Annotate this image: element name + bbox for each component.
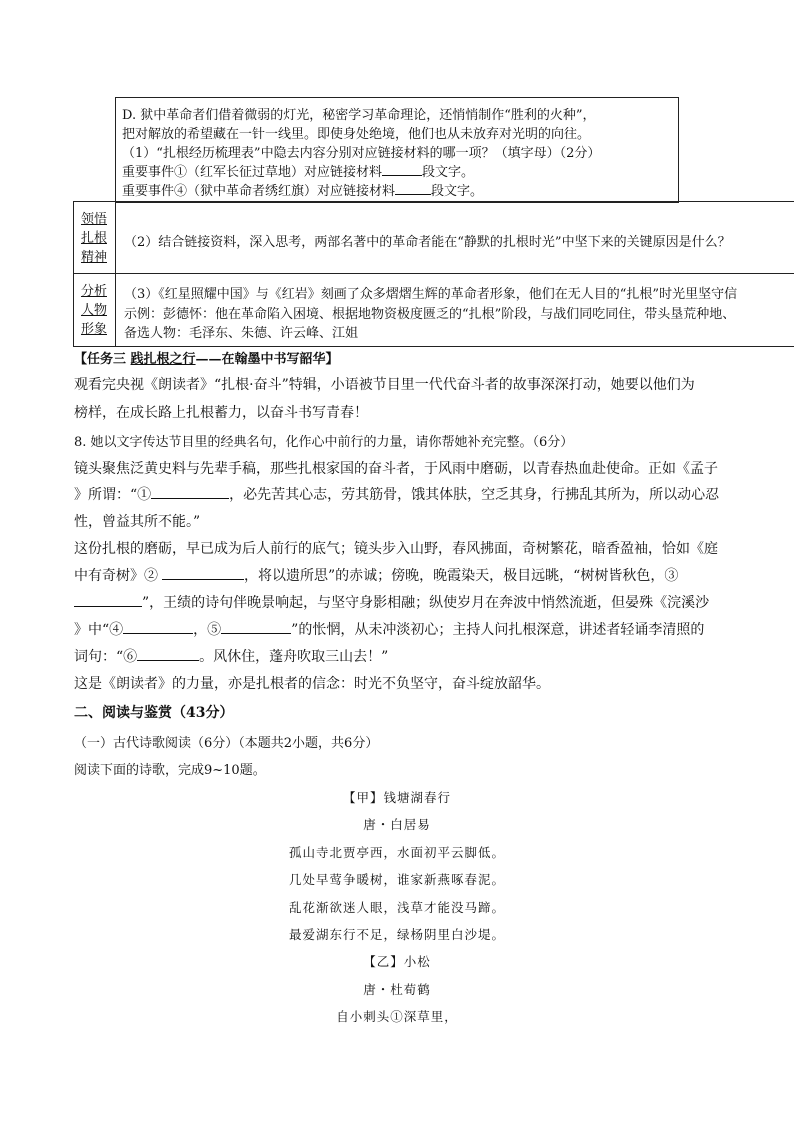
task3-intro-1: 观看完央视《朗读者》“扎根·奋斗”特辑，小语被节目里一代代奋斗者的故事深深打动，她要以他们为: [74, 377, 695, 393]
event1-suffix: 段文字。: [422, 165, 475, 180]
table-row1-line2: 把对解放的希望藏在一针一线里。即使身处绝境，他们也从未放弃对光明的向往。: [122, 127, 591, 142]
poem-a-line-4: 最爱湖东行不足，绿杨阴里白沙堤。: [288, 927, 505, 942]
poem-b-title: 【乙】小松: [363, 954, 431, 969]
passage-line-8: 词句：“⑥ 。风休住，蓬舟吹取三山去！”: [74, 649, 389, 665]
table-row1-line1: D. 狱中革命者们借着微弱的灯光，秘密学习革命理论，还悄悄制作“胜利的火种”，: [122, 108, 596, 123]
row3-label: 分析 人物 形象: [80, 284, 107, 337]
event1-answer-blank[interactable]: [382, 163, 422, 176]
task3-intro-2: 榜样，在成长路上扎根蓄力，以奋斗书写青春！: [74, 405, 368, 421]
passage-line-1: 镜头聚焦泛黄史料与先辈手稿，那些扎根家国的奋斗者，于风雨中磨砺，以青春热血赴使命。正如《孟子: [74, 461, 718, 477]
table-row1-question: （1）“扎根经历梳理表”中隐去内容分别对应链接材料的哪一项？（填字母）（2分）: [122, 146, 601, 161]
table-row1-event1: [122, 161, 474, 180]
row3-example: 示例：彭德怀：他在革命陷入困境、根据地物资极度匮乏的“扎根”阶段，与战们同吃同住，带头垦荒种地、: [124, 307, 736, 322]
blank-5[interactable]: [221, 621, 291, 634]
table-divider-v: [115, 201, 116, 346]
poem-a-author: 唐・白居易: [363, 817, 431, 832]
blank-4[interactable]: [123, 621, 193, 634]
event1-text: 重要事件①（红军长征过草地）对应链接材料: [122, 165, 383, 180]
event4-answer-blank[interactable]: [395, 182, 431, 195]
poem-a-line-2: 几处早莺争暖树，谁家新燕啄春泥。: [288, 872, 505, 887]
table-row1-event4: [122, 180, 483, 199]
section2-subtitle: （一）古代诗歌阅读（6分）（本题共2小题，共6分）: [74, 736, 379, 751]
blank-1[interactable]: [151, 486, 229, 499]
passage-line-4: 这份扎根的磨砺，早已成为后人前行的底气；镜头步入山野，春风拂面，奇树繁花，暗香盈袖，恰如《庭: [74, 541, 718, 557]
passage-line-3: 性，曾益其所不能。”: [74, 514, 201, 530]
poem-a-line-1: 孤山寺北贾亭西，水面初平云脚低。: [288, 845, 505, 860]
poem-b-line-1: 自小刺头①深草里，: [336, 1009, 458, 1024]
event4-text: 重要事件④（狱中革命者绣红旗）对应链接材料: [122, 184, 396, 199]
passage-line-5: 中有奇树》② ，将以遗所思”的赤诚；傍晚，晚霞染天，极目远眺，“树树皆秋色，③: [74, 568, 679, 584]
poem-a-line-3: 乱花渐欲迷人眼，浅草才能没马蹄。: [288, 900, 505, 915]
table-divider-h: [73, 273, 794, 274]
blank-3[interactable]: [74, 594, 142, 607]
event4-suffix: 段文字。: [431, 184, 484, 199]
section2-title: 二、阅读与鉴赏（43分）: [74, 705, 234, 721]
blank-2[interactable]: [162, 567, 244, 580]
section2-instruction: 阅读下面的诗歌，完成9~10题。: [74, 763, 266, 778]
passage-line-6: ”，王绩的诗句伴晚景响起，与坚守身影相融；纵使岁月在奔波中悄然流逝，但晏殊《浣溪沙: [74, 592, 709, 612]
row3-line1: （3）《红星照耀中国》与《红岩》刻画了众多熠熠生辉的革命者形象，他们在无人目的“扎根”时光里坚守信: [124, 287, 738, 302]
poem-b-author: 唐・杜荀鹤: [363, 982, 431, 997]
row3-candidates: 备选人物：毛泽东、朱德、许云峰、江姐: [124, 326, 359, 341]
passage-line-2: 》所谓：“① ，必先苦其心志，劳其筋骨，饿其体肤，空乏其身，行拂乱其所为，所以动心忍: [74, 487, 720, 503]
task3-heading: 【任务三 践扎根之行——在翰墨中书写韶华】: [74, 352, 339, 367]
row2-label: 领悟 扎根 精神: [80, 212, 107, 265]
passage-line-7: 》中“④ ，⑤ ”的怅惘，从未冲淡初心；主持人问扎根深意，讲述者轻诵李清照的: [74, 622, 705, 638]
question-8: 8. 她以文字传达节目里的经典名句，化作心中前行的力量，请你帮她补充完整。（6分）: [74, 435, 574, 450]
poem-a-title: 【甲】钱塘湖春行: [342, 790, 451, 805]
blank-6[interactable]: [137, 648, 199, 661]
row2-question: （2）结合链接资料，深入思考，两部名著中的革命者能在“静默的扎根时光”中坚下来的关键原因是什么？: [124, 235, 731, 250]
passage-line-9: 这是《朗读者》的力量，亦是扎根者的信念：时光不负坚守，奋斗绽放韶华。: [74, 676, 550, 692]
